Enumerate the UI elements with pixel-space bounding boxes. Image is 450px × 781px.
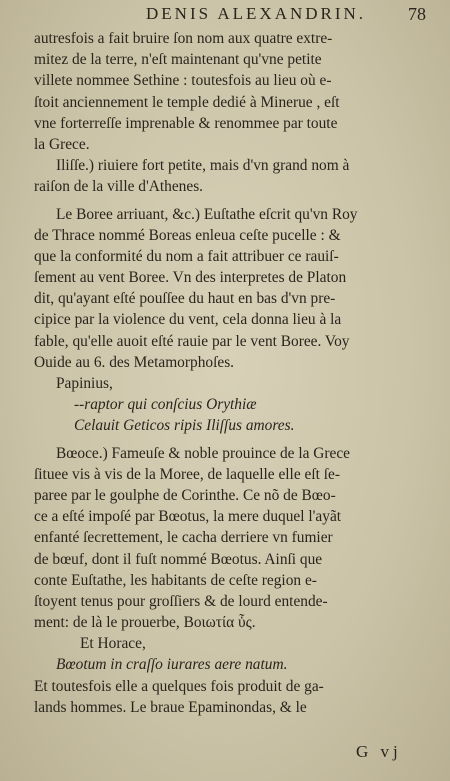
text-line: ment: de là le prouerbe, Βοιωτία ὗς. [34,614,256,632]
text-line: ſement au vent Boree. Vn des interpretes de Platon [34,269,347,287]
verse-line: --raptor qui conſcius Orythiæ [74,396,257,414]
text-line: villete nommee Sethine : toutesfois au lieu où e- [34,72,332,90]
text-line: vne forterreſſe imprenable & renommee par toute [34,114,338,132]
text-line: cipice par la violence du vent, cela donna lieu à la [34,311,342,329]
text-line: Bœoce.) Fameuſe & noble prouince de la Grece [56,444,351,462]
text-line: Papinius, [56,375,113,392]
text-line: de Thrace nommé Boreas enleua ceſte pucelle : & [34,226,341,244]
verse-line: Bœotum in craſſo iurares aere natum. [56,656,288,674]
page-number: 78 [408,4,426,24]
text-line: lands hommes. Le braue Epaminondas, & le [34,698,307,716]
text-line: Ouide au 6. des Metamorphoſes. [34,353,235,371]
text-line: paree par le goulphe de Corinthe. Ce nõ de Bœo- [34,486,336,504]
text-line: que la conformité du nom a fait attribuer ce rauiſ- [34,247,339,265]
signature-mark: G vj [356,742,402,761]
page-text [34,28,426,718]
running-head: DENIS ALEXANDRIN. [146,4,367,23]
text-line: raiſon de la ville d'Athenes. [34,178,204,196]
text-line: Le Boree arriuant, &c.) Euſtathe eſcrit qu'vn Roy [56,205,358,223]
verse-line: Celauit Geticos ripis Iliſſus amores. [74,417,295,435]
text-line: dit, qu'ayant eſté pouſſee du haut en bas d'vn pre- [34,290,336,308]
text-line: mitez de la terre, n'eſt maintenant qu'vne petite [34,51,322,69]
page-header [0,2,450,30]
text-line: Iliſſe.) riuiere fort petite, mais d'vn grand nom à [56,157,350,175]
text-line: ſtoit anciennement le temple dedié à Minerue , eſt [34,93,340,111]
text-line: ce a eſté impoſé par Bœotus, la mere duquel l'ayãt [34,508,342,526]
text-line: Et toutesfois elle a quelques fois produit de ga- [34,677,324,695]
text-line: ſituee vis à vis de la Moree, de laquelle elle eſt ſe- [34,465,340,483]
text-line: ſtoyent tenus pour groſſiers & de lourd entende- [34,592,328,610]
text-line: la Grece. [34,135,90,153]
text-line: autresfois a fait bruire ſon nom aux quatre extre- [34,30,333,47]
text-line: fable, qu'elle auoit eſté rauie par le vent Boree. Voy [34,332,350,350]
text-line: Et Horace, [80,635,146,653]
text-line: de bœuf, dont il fuſt nommé Bœotus. Ainſi que [34,550,323,568]
text-line: enfanté ſecrettement, le cacha derriere vn fumier [34,529,333,547]
text-line: conte Euſtathe, les habitants de ceſte region e- [34,571,317,589]
